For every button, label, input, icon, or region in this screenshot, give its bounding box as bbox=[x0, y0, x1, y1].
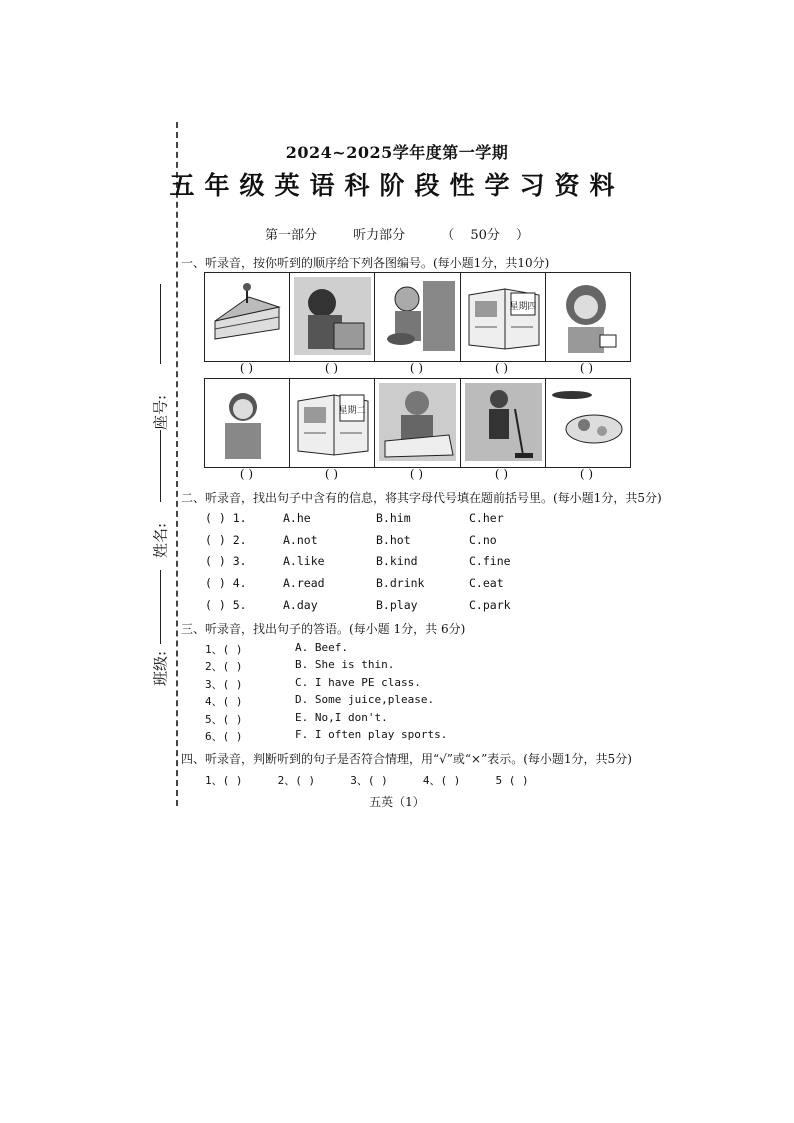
question-number[interactable]: 6、( ) bbox=[205, 730, 243, 743]
class-field bbox=[140, 570, 180, 740]
girl-cooking-picture bbox=[375, 273, 460, 361]
girl-thinking-picture bbox=[205, 379, 290, 467]
seat-line[interactable] bbox=[160, 284, 161, 364]
name-line[interactable] bbox=[160, 430, 161, 502]
option-a: A.like bbox=[283, 554, 325, 568]
option-b: B.hot bbox=[376, 533, 411, 547]
tuesday-book-picture bbox=[290, 379, 375, 467]
section4-list bbox=[205, 772, 562, 788]
name-label: 姓名: bbox=[151, 522, 170, 559]
answer-option: D. Some juice,please. bbox=[295, 693, 435, 706]
option-c: C.no bbox=[469, 533, 497, 547]
option-a: A.read bbox=[283, 576, 325, 590]
part-score: （ 50分 ） bbox=[441, 228, 530, 243]
girl-waving-picture bbox=[546, 273, 630, 361]
thursday-book-picture bbox=[461, 273, 546, 361]
page-footer: 五英（1） bbox=[369, 795, 425, 809]
answer-option: B. She is thin. bbox=[295, 658, 395, 671]
question-number[interactable]: 5、( ) bbox=[205, 713, 243, 726]
boy-writing-picture bbox=[375, 379, 460, 467]
sandwich-picture bbox=[205, 273, 290, 361]
question-number[interactable]: ( ) 5. bbox=[205, 598, 247, 612]
answer-blank[interactable]: ( ) bbox=[409, 467, 424, 481]
option-a: A.not bbox=[283, 533, 318, 547]
food-plate-picture bbox=[546, 379, 630, 467]
option-c: C.her bbox=[469, 511, 504, 525]
question-number[interactable]: 4、( ) bbox=[205, 695, 243, 708]
option-b: B.play bbox=[376, 598, 418, 612]
section3-heading: 三、听录音，找出句子的答语。(每小题 1分，共 6分) bbox=[181, 622, 466, 636]
answer-row-1 bbox=[204, 361, 629, 375]
answer-option: F. I often play sports. bbox=[295, 728, 448, 741]
section4-heading: 四、听录音，判断听到的句子是否符合情理，用“√”或“×”表示。(每小题1分，共5分) bbox=[181, 752, 632, 766]
answer-blank[interactable]: ( ) bbox=[579, 467, 594, 481]
answer-blank[interactable]: ( ) bbox=[409, 361, 424, 375]
page-title: 五年级英语科阶段性学习资料 bbox=[169, 171, 625, 200]
option-b: B.him bbox=[376, 511, 411, 525]
boy-reading-picture bbox=[290, 273, 375, 361]
name-field bbox=[140, 430, 180, 570]
girl-sweeping-picture bbox=[461, 379, 546, 467]
question-number[interactable]: ( ) 4. bbox=[205, 576, 247, 590]
svg-text:星期四: 星期四 bbox=[509, 302, 537, 312]
part-number: 第一部分 bbox=[264, 228, 317, 243]
judge-item[interactable]: 2、( ) bbox=[277, 774, 316, 787]
part-title bbox=[0, 224, 794, 243]
class-label: 班级: bbox=[151, 650, 170, 687]
picture-row-2 bbox=[204, 378, 631, 468]
option-b: B.kind bbox=[376, 554, 418, 568]
judge-item[interactable]: 1、( ) bbox=[205, 774, 243, 787]
answer-blank[interactable]: ( ) bbox=[579, 361, 594, 375]
picture-row-1 bbox=[204, 272, 631, 362]
answer-row-2 bbox=[204, 467, 629, 481]
option-c: C.park bbox=[469, 598, 511, 612]
answer-blank[interactable]: ( ) bbox=[324, 361, 339, 375]
answer-blank[interactable]: ( ) bbox=[324, 467, 339, 481]
option-c: C.eat bbox=[469, 576, 504, 590]
question-number[interactable]: ( ) 3. bbox=[205, 554, 247, 568]
option-c: C.fine bbox=[469, 554, 511, 568]
option-b: B.drink bbox=[376, 576, 425, 590]
answer-blank[interactable]: ( ) bbox=[494, 467, 509, 481]
class-line[interactable] bbox=[160, 570, 161, 644]
question-number[interactable]: ( ) 1. bbox=[205, 511, 247, 525]
judge-item[interactable]: 5 ( ) bbox=[495, 774, 529, 787]
year-title: 2024~2025学年度第一学期 bbox=[285, 143, 509, 162]
question-number[interactable]: ( ) 2. bbox=[205, 533, 247, 547]
answer-blank[interactable]: ( ) bbox=[494, 361, 509, 375]
section2-heading: 二、听录音，找出句子中含有的信息，将其字母代号填在题前括号里。(每小题1分，共5分) bbox=[181, 491, 662, 505]
question-number[interactable]: 2、( ) bbox=[205, 660, 243, 673]
question-number[interactable]: 1、( ) bbox=[205, 643, 243, 656]
answer-blank[interactable]: ( ) bbox=[239, 361, 254, 375]
svg-text:星期二: 星期二 bbox=[338, 406, 366, 416]
part-name: 听力部分 bbox=[353, 228, 406, 243]
answer-option: E. No,I don't. bbox=[295, 711, 388, 724]
answer-option: C. I have PE class. bbox=[295, 676, 421, 689]
judge-item[interactable]: 3、( ) bbox=[350, 774, 388, 787]
answer-blank[interactable]: ( ) bbox=[239, 467, 254, 481]
option-a: A.day bbox=[283, 598, 318, 612]
question-number[interactable]: 3、( ) bbox=[205, 678, 243, 691]
answer-option: A. Beef. bbox=[295, 641, 348, 654]
section1-heading: 一、听录音，按你听到的顺序给下列各图编号。(每小题1分，共10分) bbox=[181, 256, 550, 270]
option-a: A.he bbox=[283, 511, 311, 525]
seat-label: 座号: bbox=[151, 394, 170, 431]
judge-item[interactable]: 4、( ) bbox=[422, 774, 461, 787]
seat-field bbox=[140, 284, 180, 434]
